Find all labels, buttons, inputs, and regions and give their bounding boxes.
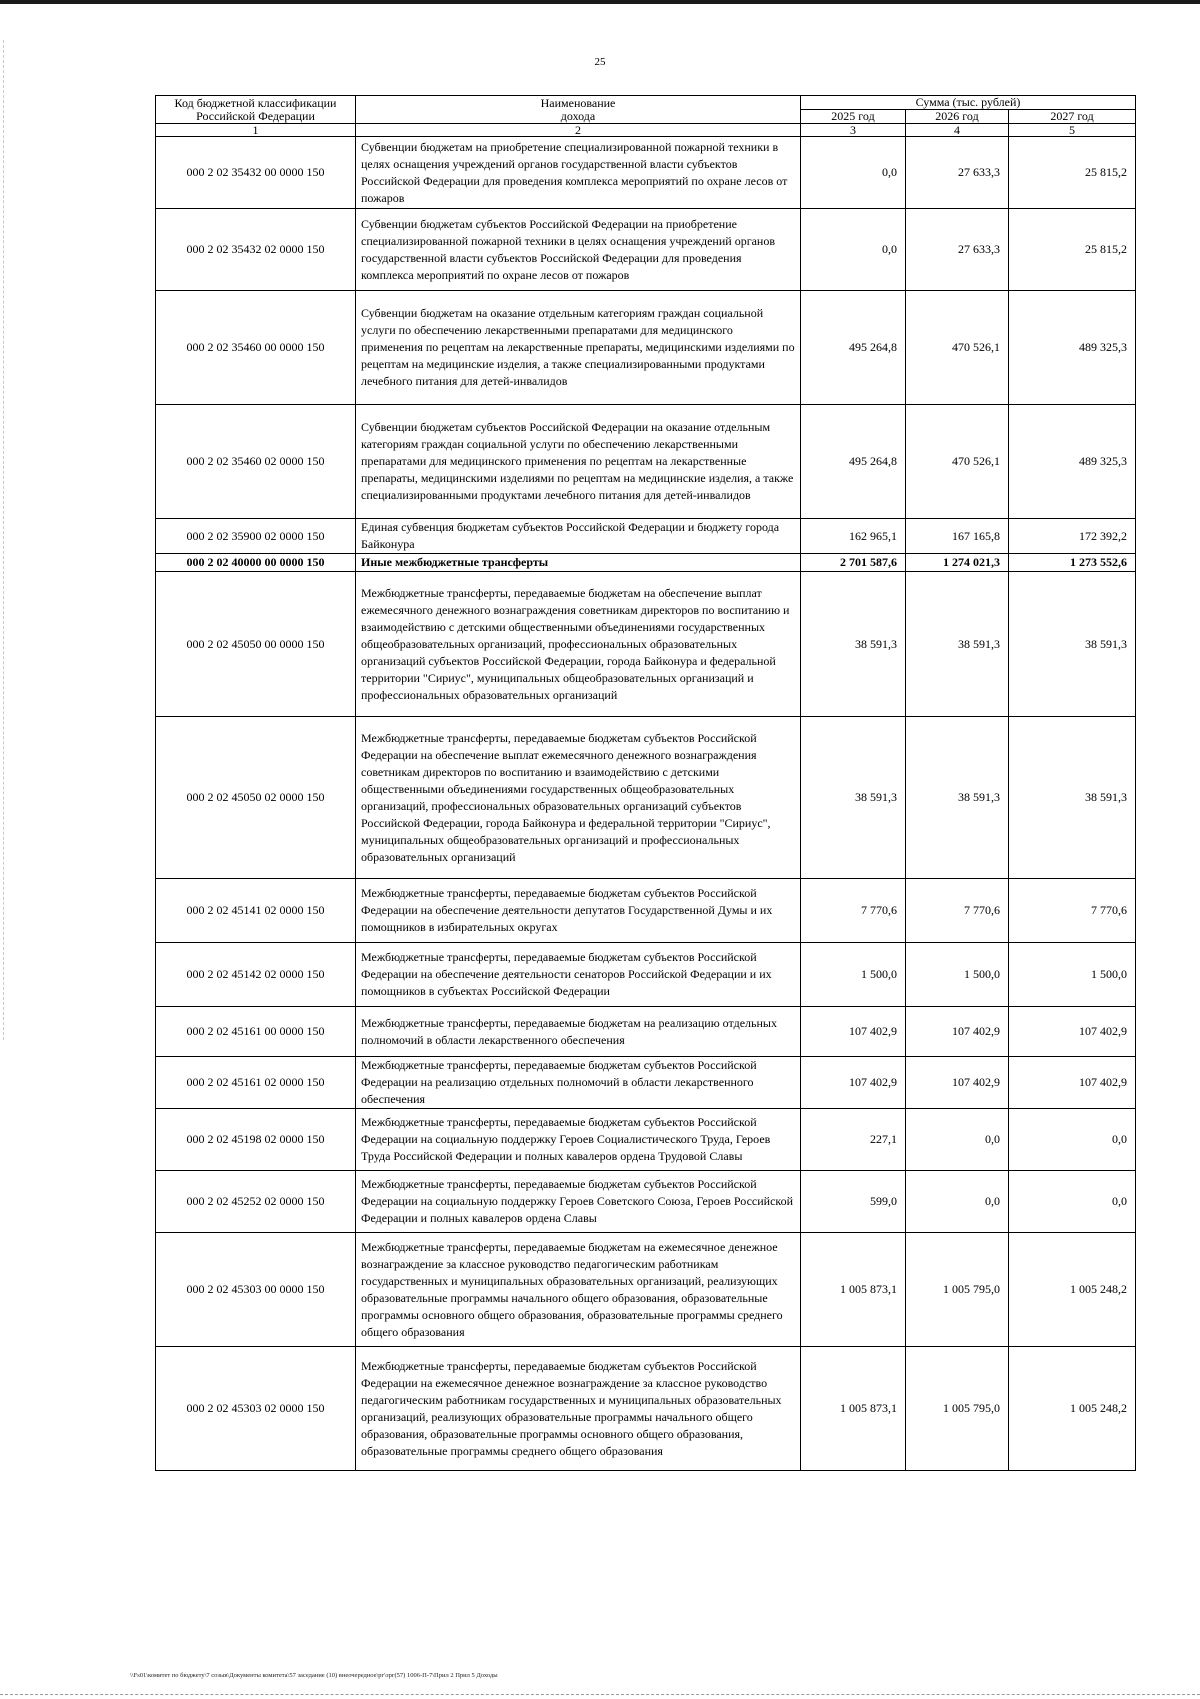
year-header-2027: 2027 год [1009,110,1136,124]
row-name: Межбюджетные трансферты, передаваемые бюджетам субъектов Российской Федерации на социальную поддержку Героев Социалистического Труда, Героев Труда Российской Федерации и полных кавалеров ордена Трудовой Славы [356,1109,801,1171]
row-amount-2027: 7 770,6 [1009,879,1136,943]
row-amount-2025: 38 591,3 [801,717,906,879]
column-number: 4 [906,124,1009,137]
row-code: 000 2 02 45161 00 0000 150 [156,1007,356,1057]
column-number: 2 [356,124,801,137]
row-amount-2026: 27 633,3 [906,209,1009,291]
row-code: 000 2 02 45303 00 0000 150 [156,1233,356,1347]
table-row [156,879,1136,943]
column-number: 3 [801,124,906,137]
row-code: 000 2 02 35460 02 0000 150 [156,405,356,519]
row-name: Межбюджетные трансферты, передаваемые бюджетам на реализацию отдельных полномочий в области лекарственного обеспечения [356,1007,801,1057]
table-row [156,405,1136,519]
row-code: 000 2 02 35900 02 0000 150 [156,519,356,554]
name-header-line-2: дохода [560,108,596,123]
row-name: Межбюджетные трансферты, передаваемые бюджетам субъектов Российской Федерации на реализацию отдельных полномочий в области лекарственного обеспечения [356,1057,801,1109]
row-amount-2027: 1 500,0 [1009,943,1136,1007]
budget-income-table [155,95,1136,1471]
row-amount-2025: 0,0 [801,137,906,209]
row-amount-2026: 0,0 [906,1109,1009,1171]
row-code: 000 2 02 45161 02 0000 150 [156,1057,356,1109]
row-amount-2025: 38 591,3 [801,572,906,717]
table-row [156,519,1136,554]
row-amount-2027: 1 273 552,6 [1009,554,1136,572]
table-row [156,137,1136,209]
table-row [156,1109,1136,1171]
row-code: 000 2 02 35432 00 0000 150 [156,137,356,209]
row-amount-2027: 172 392,2 [1009,519,1136,554]
row-amount-2026: 107 402,9 [906,1007,1009,1057]
table-row [156,291,1136,405]
year-header-2025: 2025 год [801,110,906,124]
column-number: 5 [1009,124,1136,137]
row-amount-2026: 470 526,1 [906,405,1009,519]
row-amount-2025: 495 264,8 [801,291,906,405]
row-amount-2027: 25 815,2 [1009,137,1136,209]
row-amount-2027: 25 815,2 [1009,209,1136,291]
row-amount-2027: 38 591,3 [1009,572,1136,717]
row-amount-2025: 1 500,0 [801,943,906,1007]
row-amount-2026: 7 770,6 [906,879,1009,943]
table-row [156,209,1136,291]
row-amount-2025: 107 402,9 [801,1057,906,1109]
row-name: Межбюджетные трансферты, передаваемые бюджетам субъектов Российской Федерации на обеспечение деятельности депутатов Государственной Думы и их помощников в избирательных округах [356,879,801,943]
page-number: 25 [594,56,606,68]
row-amount-2025: 227,1 [801,1109,906,1171]
top-border [0,0,1200,4]
row-amount-2027: 107 402,9 [1009,1057,1136,1109]
table-row [156,572,1136,717]
row-code: 000 2 02 35432 02 0000 150 [156,209,356,291]
row-amount-2025: 107 402,9 [801,1007,906,1057]
row-amount-2027: 1 005 248,2 [1009,1347,1136,1471]
row-name: Единая субвенция бюджетам субъектов Российской Федерации и бюджету города Байконура [356,519,801,554]
row-name: Субвенции бюджетам на оказание отдельным категориям граждан социальной услуги по обеспечению лекарственными препаратами для медицинского применения по рецептам на лекарственные препараты, медицинскими изделиями по рецептам на медицинские изделия, а также специализированными продуктами лечебного питания для детей-инвалидов [356,291,801,405]
row-code: 000 2 02 45303 02 0000 150 [156,1347,356,1471]
table-row [156,554,1136,572]
table-row [156,1007,1136,1057]
table-body [156,137,1136,1471]
row-amount-2026: 0,0 [906,1171,1009,1233]
row-amount-2025: 162 965,1 [801,519,906,554]
footer-file-path: \\Fs01\комитет по бюджету\7 созыв\Документы комитета\57 заседание (10) внеочередное\рг\зрг(57) 1006-П-7\Прил 2 Прил 5 Доходы [130,1672,498,1679]
row-amount-2027: 0,0 [1009,1171,1136,1233]
row-name: Межбюджетные трансферты, передаваемые бюджетам субъектов Российской Федерации на ежемесячное денежное вознаграждение за классное руководство педагогическим работникам государственных и муниципальных образовательных организаций, реализующих образовательные программы начального общего образования, образовательные программы основного общего образования, образовательные программы среднего общего образования [356,1347,801,1471]
row-name: Субвенции бюджетам субъектов Российской Федерации на приобретение специализированной пожарной техники в целях оснащения учреждений органов государственной власти субъектов Российской Федерации для проведения комплекса мероприятий по охране лесов от пожаров [356,209,801,291]
row-name: Субвенции бюджетам на приобретение специализированной пожарной техники в целях оснащения учреждений органов государственной власти субъектов Российской Федерации для проведения комплекса мероприятий по охране лесов от пожаров [356,137,801,209]
row-name: Субвенции бюджетам субъектов Российской Федерации на оказание отдельным категориям граждан социальной услуги по обеспечению лекарственными препаратами для медицинского применения по рецептам на лекарственные препараты, медицинскими изделиями по рецептам на медицинские изделия, а также специализированными продуктами лечебного питания для детей-инвалидов [356,405,801,519]
row-code: 000 2 02 45142 02 0000 150 [156,943,356,1007]
table-row [156,1057,1136,1109]
row-amount-2026: 38 591,3 [906,717,1009,879]
row-amount-2025: 1 005 873,1 [801,1233,906,1347]
row-code: 000 2 02 45050 02 0000 150 [156,717,356,879]
row-amount-2027: 489 325,3 [1009,405,1136,519]
name-header-line-1: Наименование [540,95,616,110]
row-amount-2025: 0,0 [801,209,906,291]
binding-margin [3,40,6,1040]
row-amount-2026: 1 274 021,3 [906,554,1009,572]
code-column-header: Код бюджетной классификации Российской Федерации [156,96,356,124]
row-name: Межбюджетные трансферты, передаваемые бюджетам субъектов Российской Федерации на социальную поддержку Героев Советского Союза, Героев Российской Федерации и полных кавалеров ордена Славы [356,1171,801,1233]
row-code: 000 2 02 45252 02 0000 150 [156,1171,356,1233]
row-amount-2026: 1 500,0 [906,943,1009,1007]
row-amount-2026: 167 165,8 [906,519,1009,554]
row-name: Межбюджетные трансферты, передаваемые бюджетам субъектов Российской Федерации на обеспечение деятельности сенаторов Российской Федерации и их помощников в субъектах Российской Федерации [356,943,801,1007]
row-amount-2027: 1 005 248,2 [1009,1233,1136,1347]
row-amount-2026: 38 591,3 [906,572,1009,717]
row-amount-2025: 495 264,8 [801,405,906,519]
name-column-header [356,96,801,124]
table-row [156,1171,1136,1233]
row-amount-2025: 1 005 873,1 [801,1347,906,1471]
row-amount-2025: 2 701 587,6 [801,554,906,572]
row-name: Межбюджетные трансферты, передаваемые бюджетам на обеспечение выплат ежемесячного денежного вознаграждения советникам директоров по воспитанию и взаимодействию с детскими общественными объединениями государственных общеобразовательных организаций, профессиональных образовательных организаций субъектов Российской Федерации, города Байконура и федеральной территории "Сириус", муниципальных общеобразовательных организаций и профессиональных образовательных организаций [356,572,801,717]
row-code: 000 2 02 45141 02 0000 150 [156,879,356,943]
row-amount-2027: 0,0 [1009,1109,1136,1171]
row-amount-2026: 27 633,3 [906,137,1009,209]
column-number: 1 [156,124,356,137]
row-amount-2027: 489 325,3 [1009,291,1136,405]
row-code: 000 2 02 45198 02 0000 150 [156,1109,356,1171]
row-amount-2025: 599,0 [801,1171,906,1233]
table-row [156,1233,1136,1347]
row-amount-2027: 38 591,3 [1009,717,1136,879]
sum-column-header: Сумма (тыс. рублей) [801,96,1136,110]
row-amount-2026: 1 005 795,0 [906,1347,1009,1471]
row-amount-2026: 1 005 795,0 [906,1233,1009,1347]
table-row [156,943,1136,1007]
row-code: 000 2 02 35460 00 0000 150 [156,291,356,405]
row-amount-2027: 107 402,9 [1009,1007,1136,1057]
row-amount-2026: 470 526,1 [906,291,1009,405]
row-name: Межбюджетные трансферты, передаваемые бюджетам на ежемесячное денежное вознаграждение за классное руководство педагогическим работникам государственных и муниципальных образовательных организаций, реализующих образовательные программы начального общего образования, образовательные программы основного общего образования, образовательные программы среднего общего образования [356,1233,801,1347]
row-code: 000 2 02 40000 00 0000 150 [156,554,356,572]
bottom-border [0,1694,1200,1695]
row-name: Иные межбюджетные трансферты [356,554,801,572]
table-row [156,1347,1136,1471]
table-row [156,717,1136,879]
row-code: 000 2 02 45050 00 0000 150 [156,572,356,717]
year-header-2026: 2026 год [906,110,1009,124]
row-name: Межбюджетные трансферты, передаваемые бюджетам субъектов Российской Федерации на обеспечение выплат ежемесячного денежного вознаграждения советникам директоров по воспитанию и взаимодействию с детскими общественными объединениями государственных общеобразовательных организаций, профессиональных образовательных организаций субъектов Российской Федерации, города Байконура и федеральной территории "Сириус", муниципальных общеобразовательных организаций и профессиональных образовательных организаций [356,717,801,879]
row-amount-2026: 107 402,9 [906,1057,1009,1109]
row-amount-2025: 7 770,6 [801,879,906,943]
